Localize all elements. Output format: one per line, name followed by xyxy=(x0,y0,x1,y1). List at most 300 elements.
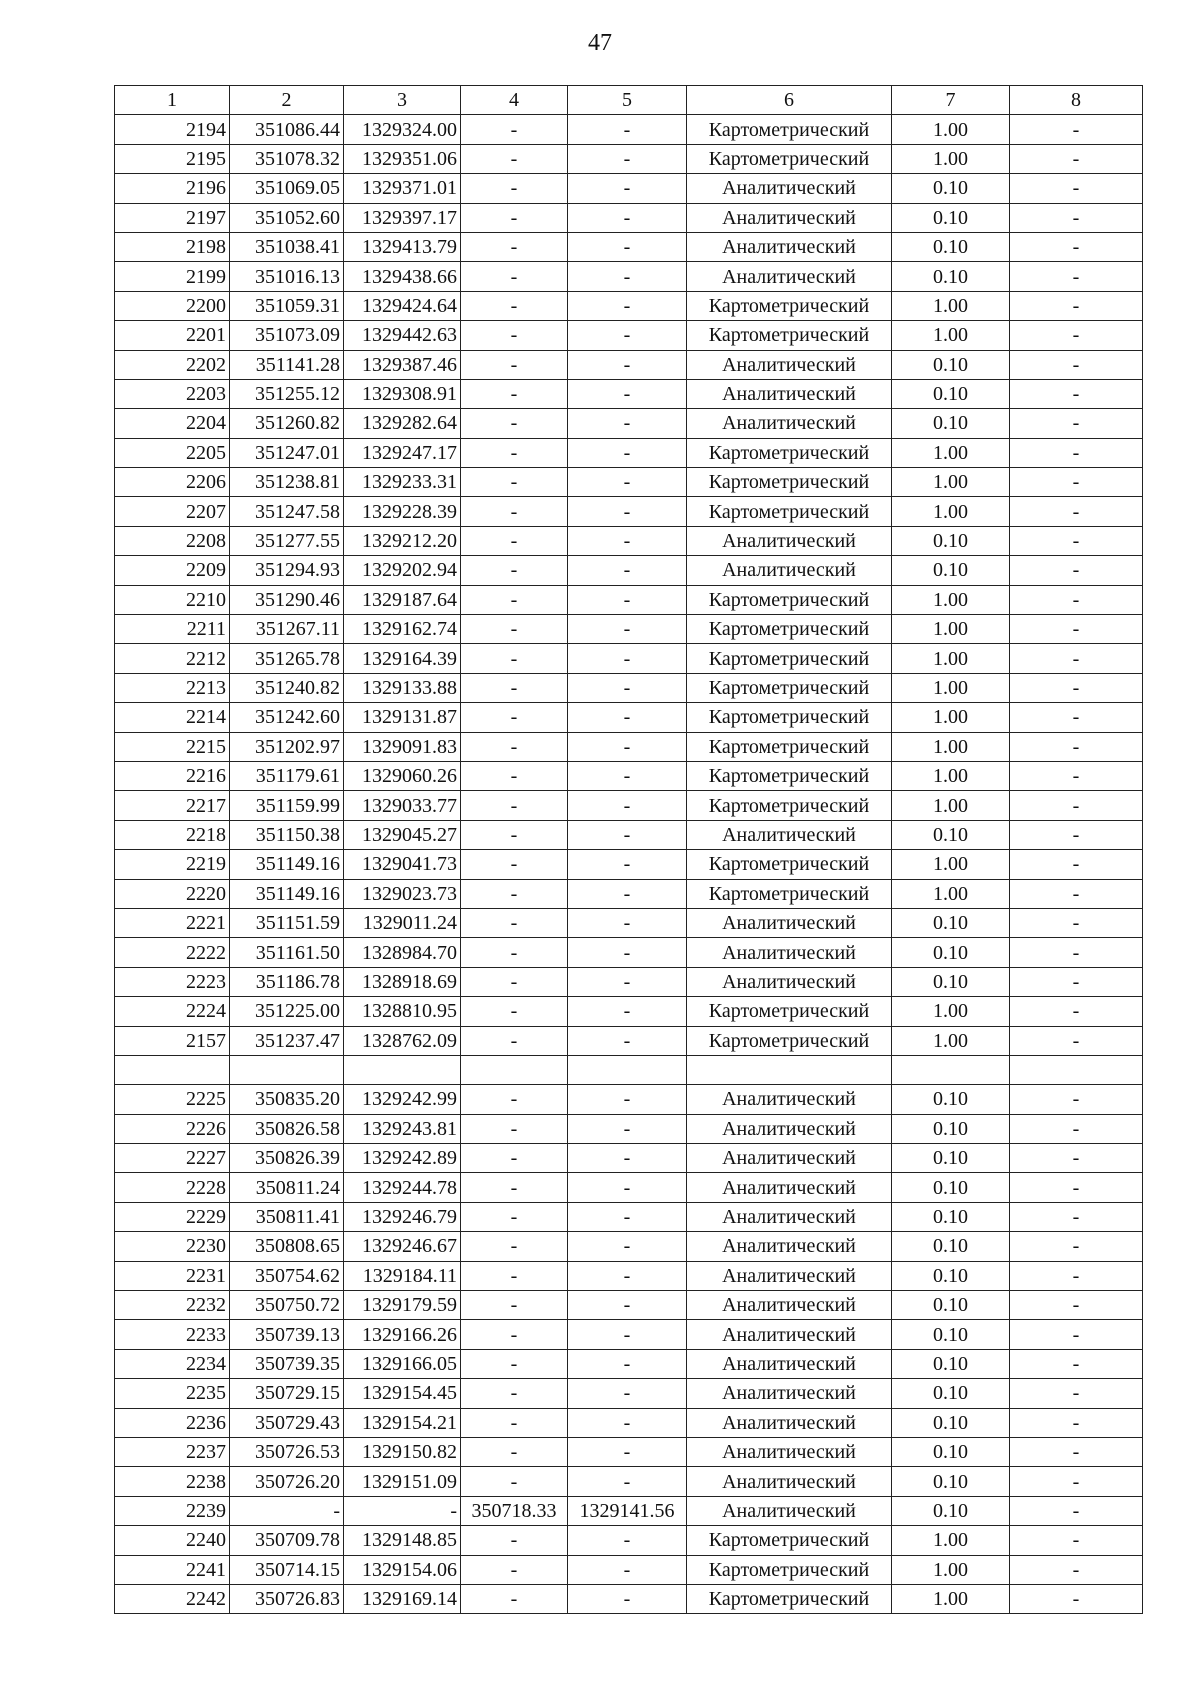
table-cell-col7: 0.10 xyxy=(892,1291,1010,1320)
table-cell-col2: 351247.01 xyxy=(230,438,344,467)
table-cell-col3: 1329169.14 xyxy=(344,1584,461,1613)
table-cell-col2: 351247.58 xyxy=(230,497,344,526)
table-cell-col1 xyxy=(115,1055,230,1084)
table-cell-col5: - xyxy=(568,438,687,467)
table-row xyxy=(115,497,1143,526)
table-cell-col8: - xyxy=(1010,144,1143,173)
table-cell-col2: 351267.11 xyxy=(230,615,344,644)
table-cell-col5: - xyxy=(568,144,687,173)
column-header-7: 7 xyxy=(892,86,1010,115)
table-cell-col4: - xyxy=(461,438,568,467)
table-cell-col8: - xyxy=(1010,791,1143,820)
table-row xyxy=(115,1555,1143,1584)
table-cell-col4: - xyxy=(461,1026,568,1055)
table-cell-col4: - xyxy=(461,1437,568,1466)
table-cell-col2: 350811.24 xyxy=(230,1173,344,1202)
table-cell-col8: - xyxy=(1010,879,1143,908)
table-cell-col3: 1329187.64 xyxy=(344,585,461,614)
table-cell-col3: 1329246.67 xyxy=(344,1232,461,1261)
table-cell-col5: - xyxy=(568,203,687,232)
table-cell-col8: - xyxy=(1010,908,1143,937)
table-cell-col1: 2220 xyxy=(115,879,230,908)
table-row xyxy=(115,1232,1143,1261)
coordinates-table xyxy=(114,85,1143,1614)
table-cell-col8: - xyxy=(1010,1202,1143,1231)
table-cell-col7: 0.10 xyxy=(892,1173,1010,1202)
table-cell-col8: - xyxy=(1010,1349,1143,1378)
table-cell-col2: 351159.99 xyxy=(230,791,344,820)
table-cell-col5: - xyxy=(568,585,687,614)
table-cell-col2: 351149.16 xyxy=(230,850,344,879)
table-cell-col3: 1329154.45 xyxy=(344,1379,461,1408)
table-cell-col3: 1329131.87 xyxy=(344,703,461,732)
table-cell-col8: - xyxy=(1010,644,1143,673)
table-cell-col4: - xyxy=(461,1584,568,1613)
table-cell-col5: - xyxy=(568,262,687,291)
table-cell-col7: 1.00 xyxy=(892,703,1010,732)
table-cell-col8: - xyxy=(1010,1555,1143,1584)
table-cell-col7: 0.10 xyxy=(892,1379,1010,1408)
table-row xyxy=(115,379,1143,408)
table-cell-col6: Картометрический xyxy=(687,761,892,790)
table-cell-col5: - xyxy=(568,938,687,967)
table-cell-col8: - xyxy=(1010,556,1143,585)
table-cell-col1: 2238 xyxy=(115,1467,230,1496)
table-cell-col3: 1329166.26 xyxy=(344,1320,461,1349)
table-cell-col1: 2214 xyxy=(115,703,230,732)
table-cell-col6: Аналитический xyxy=(687,938,892,967)
table-cell-col8: - xyxy=(1010,262,1143,291)
table-cell-col4: - xyxy=(461,1202,568,1231)
table-cell-col6: Картометрический xyxy=(687,291,892,320)
table-cell-col5: - xyxy=(568,761,687,790)
table-cell-col4: - xyxy=(461,1526,568,1555)
table-cell-col7: 0.10 xyxy=(892,1320,1010,1349)
table-cell-col7: 0.10 xyxy=(892,1349,1010,1378)
table-cell-col1: 2234 xyxy=(115,1349,230,1378)
table-cell-col2: 351161.50 xyxy=(230,938,344,967)
table-cell-col6: Картометрический xyxy=(687,497,892,526)
table-cell-col3: 1329133.88 xyxy=(344,673,461,702)
table-cell-col3: 1328918.69 xyxy=(344,967,461,996)
table-cell-col4: - xyxy=(461,1379,568,1408)
table-row xyxy=(115,967,1143,996)
table-cell-col5: - xyxy=(568,1291,687,1320)
table-cell-col1: 2232 xyxy=(115,1291,230,1320)
table-cell-col4: - xyxy=(461,1144,568,1173)
table-row xyxy=(115,115,1143,144)
table-cell-col7: 0.10 xyxy=(892,232,1010,261)
table-cell-col2: 351225.00 xyxy=(230,997,344,1026)
table-row xyxy=(115,232,1143,261)
table-cell-col7: 0.10 xyxy=(892,350,1010,379)
table-cell-col1: 2207 xyxy=(115,497,230,526)
table-cell-col8: - xyxy=(1010,1144,1143,1173)
table-row xyxy=(115,556,1143,585)
table-cell-col7: 1.00 xyxy=(892,438,1010,467)
table-cell-col7: 0.10 xyxy=(892,1261,1010,1290)
table-cell-col5: - xyxy=(568,1584,687,1613)
table-cell-col3: 1329371.01 xyxy=(344,174,461,203)
table-cell-col6: Аналитический xyxy=(687,1379,892,1408)
table-row xyxy=(115,468,1143,497)
table-cell-col2: 350726.20 xyxy=(230,1467,344,1496)
table-cell-col5: - xyxy=(568,1349,687,1378)
table-row xyxy=(115,291,1143,320)
table-cell-col3: 1328984.70 xyxy=(344,938,461,967)
table-cell-col5: - xyxy=(568,703,687,732)
table-cell-col6: Картометрический xyxy=(687,644,892,673)
table-cell-col6: Аналитический xyxy=(687,379,892,408)
table-cell-col7: 1.00 xyxy=(892,1555,1010,1584)
table-cell-col1: 2212 xyxy=(115,644,230,673)
table-cell-col5: - xyxy=(568,820,687,849)
table-cell-col8: - xyxy=(1010,761,1143,790)
table-cell-col7: 0.10 xyxy=(892,379,1010,408)
table-cell-col6: Аналитический xyxy=(687,1437,892,1466)
table-cell-col7: 0.10 xyxy=(892,820,1010,849)
table-cell-col2: 351265.78 xyxy=(230,644,344,673)
table-cell-col3: 1329151.09 xyxy=(344,1467,461,1496)
table-cell-col8: - xyxy=(1010,379,1143,408)
table-row xyxy=(115,1349,1143,1378)
table-cell-col2: 351150.38 xyxy=(230,820,344,849)
table-cell-col4: - xyxy=(461,1114,568,1143)
table-cell-col3: 1329247.17 xyxy=(344,438,461,467)
table-cell-col5: - xyxy=(568,321,687,350)
table-cell-col8: - xyxy=(1010,1026,1143,1055)
table-cell-col3: 1329212.20 xyxy=(344,526,461,555)
table-row xyxy=(115,1202,1143,1231)
table-cell-col8: - xyxy=(1010,1379,1143,1408)
table-row xyxy=(115,1584,1143,1613)
table-cell-col4: - xyxy=(461,1173,568,1202)
table-cell-col7: 1.00 xyxy=(892,791,1010,820)
table-cell-col1: 2233 xyxy=(115,1320,230,1349)
table-cell-col6: Аналитический xyxy=(687,1496,892,1525)
table-cell-col2: 351260.82 xyxy=(230,409,344,438)
table-row xyxy=(115,879,1143,908)
table-cell-col4: - xyxy=(461,820,568,849)
table-cell-col4: - xyxy=(461,203,568,232)
table-cell-col7: 1.00 xyxy=(892,997,1010,1026)
table-cell-col7: 0.10 xyxy=(892,1202,1010,1231)
table-cell-col7: 0.10 xyxy=(892,1085,1010,1114)
table-cell-col5: - xyxy=(568,615,687,644)
table-cell-col7: 1.00 xyxy=(892,497,1010,526)
table-cell-col5: - xyxy=(568,1114,687,1143)
table-cell-col8: - xyxy=(1010,820,1143,849)
table-cell-col4: - xyxy=(461,1261,568,1290)
table-cell-col8: - xyxy=(1010,438,1143,467)
table-cell-col6: Аналитический xyxy=(687,262,892,291)
table-cell-col5: - xyxy=(568,908,687,937)
table-cell-col1: 2205 xyxy=(115,438,230,467)
table-cell-col6: Аналитический xyxy=(687,174,892,203)
table-cell-col1: 2197 xyxy=(115,203,230,232)
table-cell-col4: - xyxy=(461,1085,568,1114)
table-cell-col2: 351202.97 xyxy=(230,732,344,761)
table-cell-col8: - xyxy=(1010,967,1143,996)
table-cell-col1: 2228 xyxy=(115,1173,230,1202)
column-header-6: 6 xyxy=(687,86,892,115)
table-cell-col5: - xyxy=(568,1202,687,1231)
table-cell-col6: Аналитический xyxy=(687,1320,892,1349)
table-cell-col1: 2196 xyxy=(115,174,230,203)
column-header-8: 8 xyxy=(1010,86,1143,115)
table-cell-col1: 2235 xyxy=(115,1379,230,1408)
table-cell-col5 xyxy=(568,1055,687,1084)
table-cell-col3: 1329308.91 xyxy=(344,379,461,408)
table-cell-col1: 2222 xyxy=(115,938,230,967)
table-cell-col1: 2241 xyxy=(115,1555,230,1584)
table-row xyxy=(115,732,1143,761)
table-cell-col2: 350826.39 xyxy=(230,1144,344,1173)
table-cell-col5: - xyxy=(568,1379,687,1408)
table-cell-col4: - xyxy=(461,967,568,996)
table-cell-col3: 1329228.39 xyxy=(344,497,461,526)
table-cell-col2 xyxy=(230,1055,344,1084)
table-cell-col1: 2242 xyxy=(115,1584,230,1613)
table-cell-col8: - xyxy=(1010,938,1143,967)
table-cell-col1: 2221 xyxy=(115,908,230,937)
table-cell-col8: - xyxy=(1010,291,1143,320)
table-cell-col5: - xyxy=(568,1437,687,1466)
table-cell-col6: Картометрический xyxy=(687,144,892,173)
table-cell-col3: 1329397.17 xyxy=(344,203,461,232)
table-cell-col6: Аналитический xyxy=(687,1349,892,1378)
table-cell-col5: - xyxy=(568,468,687,497)
table-cell-col2: 350739.35 xyxy=(230,1349,344,1378)
table-cell-col1: 2199 xyxy=(115,262,230,291)
table-cell-col2: 351038.41 xyxy=(230,232,344,261)
table-row xyxy=(115,144,1143,173)
table-cell-col1: 2218 xyxy=(115,820,230,849)
table-cell-col6 xyxy=(687,1055,892,1084)
table-cell-col6: Картометрический xyxy=(687,585,892,614)
table-cell-col4: - xyxy=(461,644,568,673)
table-cell-col3: 1329282.64 xyxy=(344,409,461,438)
table-cell-col7: 0.10 xyxy=(892,1467,1010,1496)
table-row xyxy=(115,1085,1143,1114)
table-cell-col6: Аналитический xyxy=(687,556,892,585)
table-cell-col8: - xyxy=(1010,468,1143,497)
table-cell-col8: - xyxy=(1010,1526,1143,1555)
table-cell-col3: 1329242.99 xyxy=(344,1085,461,1114)
table-cell-col6: Картометрический xyxy=(687,1555,892,1584)
table-cell-col6: Аналитический xyxy=(687,1261,892,1290)
table-cell-col4: - xyxy=(461,850,568,879)
table-cell-col6: Картометрический xyxy=(687,1526,892,1555)
table-cell-col2: 351237.47 xyxy=(230,1026,344,1055)
table-cell-col8: - xyxy=(1010,497,1143,526)
table-cell-col2: 350811.41 xyxy=(230,1202,344,1231)
table-cell-col6: Аналитический xyxy=(687,967,892,996)
table-cell-col3: 1329351.06 xyxy=(344,144,461,173)
table-cell-col6: Картометрический xyxy=(687,732,892,761)
table-cell-col8: - xyxy=(1010,850,1143,879)
table-cell-col6: Картометрический xyxy=(687,1026,892,1055)
table-cell-col1: 2209 xyxy=(115,556,230,585)
table-cell-col2: 351073.09 xyxy=(230,321,344,350)
table-cell-col5: - xyxy=(568,879,687,908)
table-cell-col2: 351052.60 xyxy=(230,203,344,232)
table-cell-col8: - xyxy=(1010,1261,1143,1290)
table-cell-col4: - xyxy=(461,232,568,261)
table-cell-col3: 1329164.39 xyxy=(344,644,461,673)
table-cell-col6: Картометрический xyxy=(687,673,892,702)
table-row xyxy=(115,1173,1143,1202)
table-row xyxy=(115,1526,1143,1555)
table-cell-col5: - xyxy=(568,673,687,702)
table-row xyxy=(115,615,1143,644)
table-cell-col8: - xyxy=(1010,409,1143,438)
table-cell-col6: Аналитический xyxy=(687,203,892,232)
table-cell-col3: 1329060.26 xyxy=(344,761,461,790)
table-cell-col3: 1329184.11 xyxy=(344,1261,461,1290)
table-cell-col5: - xyxy=(568,1144,687,1173)
table-cell-col1: 2204 xyxy=(115,409,230,438)
table-cell-col1: 2236 xyxy=(115,1408,230,1437)
table-cell-col1: 2231 xyxy=(115,1261,230,1290)
table-cell-col3: 1329045.27 xyxy=(344,820,461,849)
table-cell-col1: 2217 xyxy=(115,791,230,820)
table-cell-col7: 1.00 xyxy=(892,673,1010,702)
table-cell-col8: - xyxy=(1010,585,1143,614)
table-cell-col4: - xyxy=(461,1555,568,1584)
table-cell-col7: 1.00 xyxy=(892,1026,1010,1055)
table-cell-col4: - xyxy=(461,879,568,908)
table-cell-col8 xyxy=(1010,1055,1143,1084)
table-cell-col6: Картометрический xyxy=(687,615,892,644)
table-cell-col3: - xyxy=(344,1496,461,1525)
table-cell-col2: 350754.62 xyxy=(230,1261,344,1290)
table-cell-col8: - xyxy=(1010,203,1143,232)
table-cell-col7: 0.10 xyxy=(892,1408,1010,1437)
table-cell-col8: - xyxy=(1010,1085,1143,1114)
table-cell-col5: - xyxy=(568,409,687,438)
table-cell-col3: 1329162.74 xyxy=(344,615,461,644)
table-cell-col3: 1328810.95 xyxy=(344,997,461,1026)
table-cell-col8: - xyxy=(1010,703,1143,732)
table-cell-col8: - xyxy=(1010,615,1143,644)
table-cell-col3: 1329179.59 xyxy=(344,1291,461,1320)
table-cell-col1: 2194 xyxy=(115,115,230,144)
table-cell-col3: 1329166.05 xyxy=(344,1349,461,1378)
table-cell-col2: 350835.20 xyxy=(230,1085,344,1114)
column-header-2: 2 xyxy=(230,86,344,115)
table-cell-col2: 351294.93 xyxy=(230,556,344,585)
table-cell-col1: 2239 xyxy=(115,1496,230,1525)
table-cell-col6: Аналитический xyxy=(687,1291,892,1320)
table-cell-col4: - xyxy=(461,379,568,408)
table-cell-col5: - xyxy=(568,526,687,555)
table-cell-col8: - xyxy=(1010,350,1143,379)
table-cell-col8: - xyxy=(1010,732,1143,761)
table-cell-col3: 1329242.89 xyxy=(344,1144,461,1173)
header-row xyxy=(115,86,1143,115)
table-cell-col2: 350714.15 xyxy=(230,1555,344,1584)
table-cell-col6: Картометрический xyxy=(687,115,892,144)
table-cell-col6: Картометрический xyxy=(687,468,892,497)
table-cell-col4: - xyxy=(461,908,568,937)
table-row xyxy=(115,438,1143,467)
table-cell-col7: 0.10 xyxy=(892,1496,1010,1525)
table-cell-col1: 2203 xyxy=(115,379,230,408)
table-row xyxy=(115,409,1143,438)
table-cell-col5: - xyxy=(568,115,687,144)
table-cell-col4: - xyxy=(461,409,568,438)
table-cell-col3: 1329424.64 xyxy=(344,291,461,320)
table-cell-col7: 0.10 xyxy=(892,908,1010,937)
table-cell-col7: 1.00 xyxy=(892,1526,1010,1555)
table-cell-col2: 350729.15 xyxy=(230,1379,344,1408)
table-cell-col7: 0.10 xyxy=(892,556,1010,585)
table-row xyxy=(115,938,1143,967)
table-row xyxy=(115,1114,1143,1143)
table-cell-col3: 1329154.06 xyxy=(344,1555,461,1584)
table-row xyxy=(115,1291,1143,1320)
table-cell-col1: 2202 xyxy=(115,350,230,379)
table-cell-col2: 350739.13 xyxy=(230,1320,344,1349)
table-cell-col2: 351016.13 xyxy=(230,262,344,291)
table-cell-col8: - xyxy=(1010,1467,1143,1496)
table-row xyxy=(115,1026,1143,1055)
table-cell-col8: - xyxy=(1010,1291,1143,1320)
table-row xyxy=(115,174,1143,203)
table-cell-col3: 1329150.82 xyxy=(344,1437,461,1466)
table-cell-col2: 350709.78 xyxy=(230,1526,344,1555)
table-row xyxy=(115,761,1143,790)
column-header-5: 5 xyxy=(568,86,687,115)
table-cell-col8: - xyxy=(1010,526,1143,555)
table-cell-col6: Аналитический xyxy=(687,1408,892,1437)
table-cell-col3: 1329033.77 xyxy=(344,791,461,820)
table-cell-col4: - xyxy=(461,321,568,350)
table-cell-col4: - xyxy=(461,144,568,173)
table-row xyxy=(115,644,1143,673)
table-cell-col5: - xyxy=(568,997,687,1026)
table-cell-col3: 1329243.81 xyxy=(344,1114,461,1143)
table-cell-col2: 351151.59 xyxy=(230,908,344,937)
table-cell-col1: 2206 xyxy=(115,468,230,497)
table-row xyxy=(115,1496,1143,1525)
table-cell-col3: 1329041.73 xyxy=(344,850,461,879)
table-cell-col8: - xyxy=(1010,115,1143,144)
table-cell-col2: 351242.60 xyxy=(230,703,344,732)
table-cell-col8: - xyxy=(1010,1496,1143,1525)
table-cell-col6: Аналитический xyxy=(687,908,892,937)
table-cell-col7: 1.00 xyxy=(892,644,1010,673)
table-cell-col1: 2224 xyxy=(115,997,230,1026)
table-cell-col7: 0.10 xyxy=(892,409,1010,438)
column-header-4: 4 xyxy=(461,86,568,115)
table-cell-col5: - xyxy=(568,174,687,203)
table-cell-col7: 0.10 xyxy=(892,1232,1010,1261)
table-cell-col5: - xyxy=(568,1467,687,1496)
table-cell-col1: 2226 xyxy=(115,1114,230,1143)
table-cell-col3: 1329233.31 xyxy=(344,468,461,497)
table-cell-col3: 1329413.79 xyxy=(344,232,461,261)
table-cell-col8: - xyxy=(1010,673,1143,702)
table-cell-col6: Аналитический xyxy=(687,1467,892,1496)
table-cell-col6: Аналитический xyxy=(687,1173,892,1202)
table-cell-col7: 1.00 xyxy=(892,115,1010,144)
table-cell-col6: Картометрический xyxy=(687,321,892,350)
table-row xyxy=(115,997,1143,1026)
table-cell-col7: 1.00 xyxy=(892,732,1010,761)
table-cell-col4: - xyxy=(461,791,568,820)
